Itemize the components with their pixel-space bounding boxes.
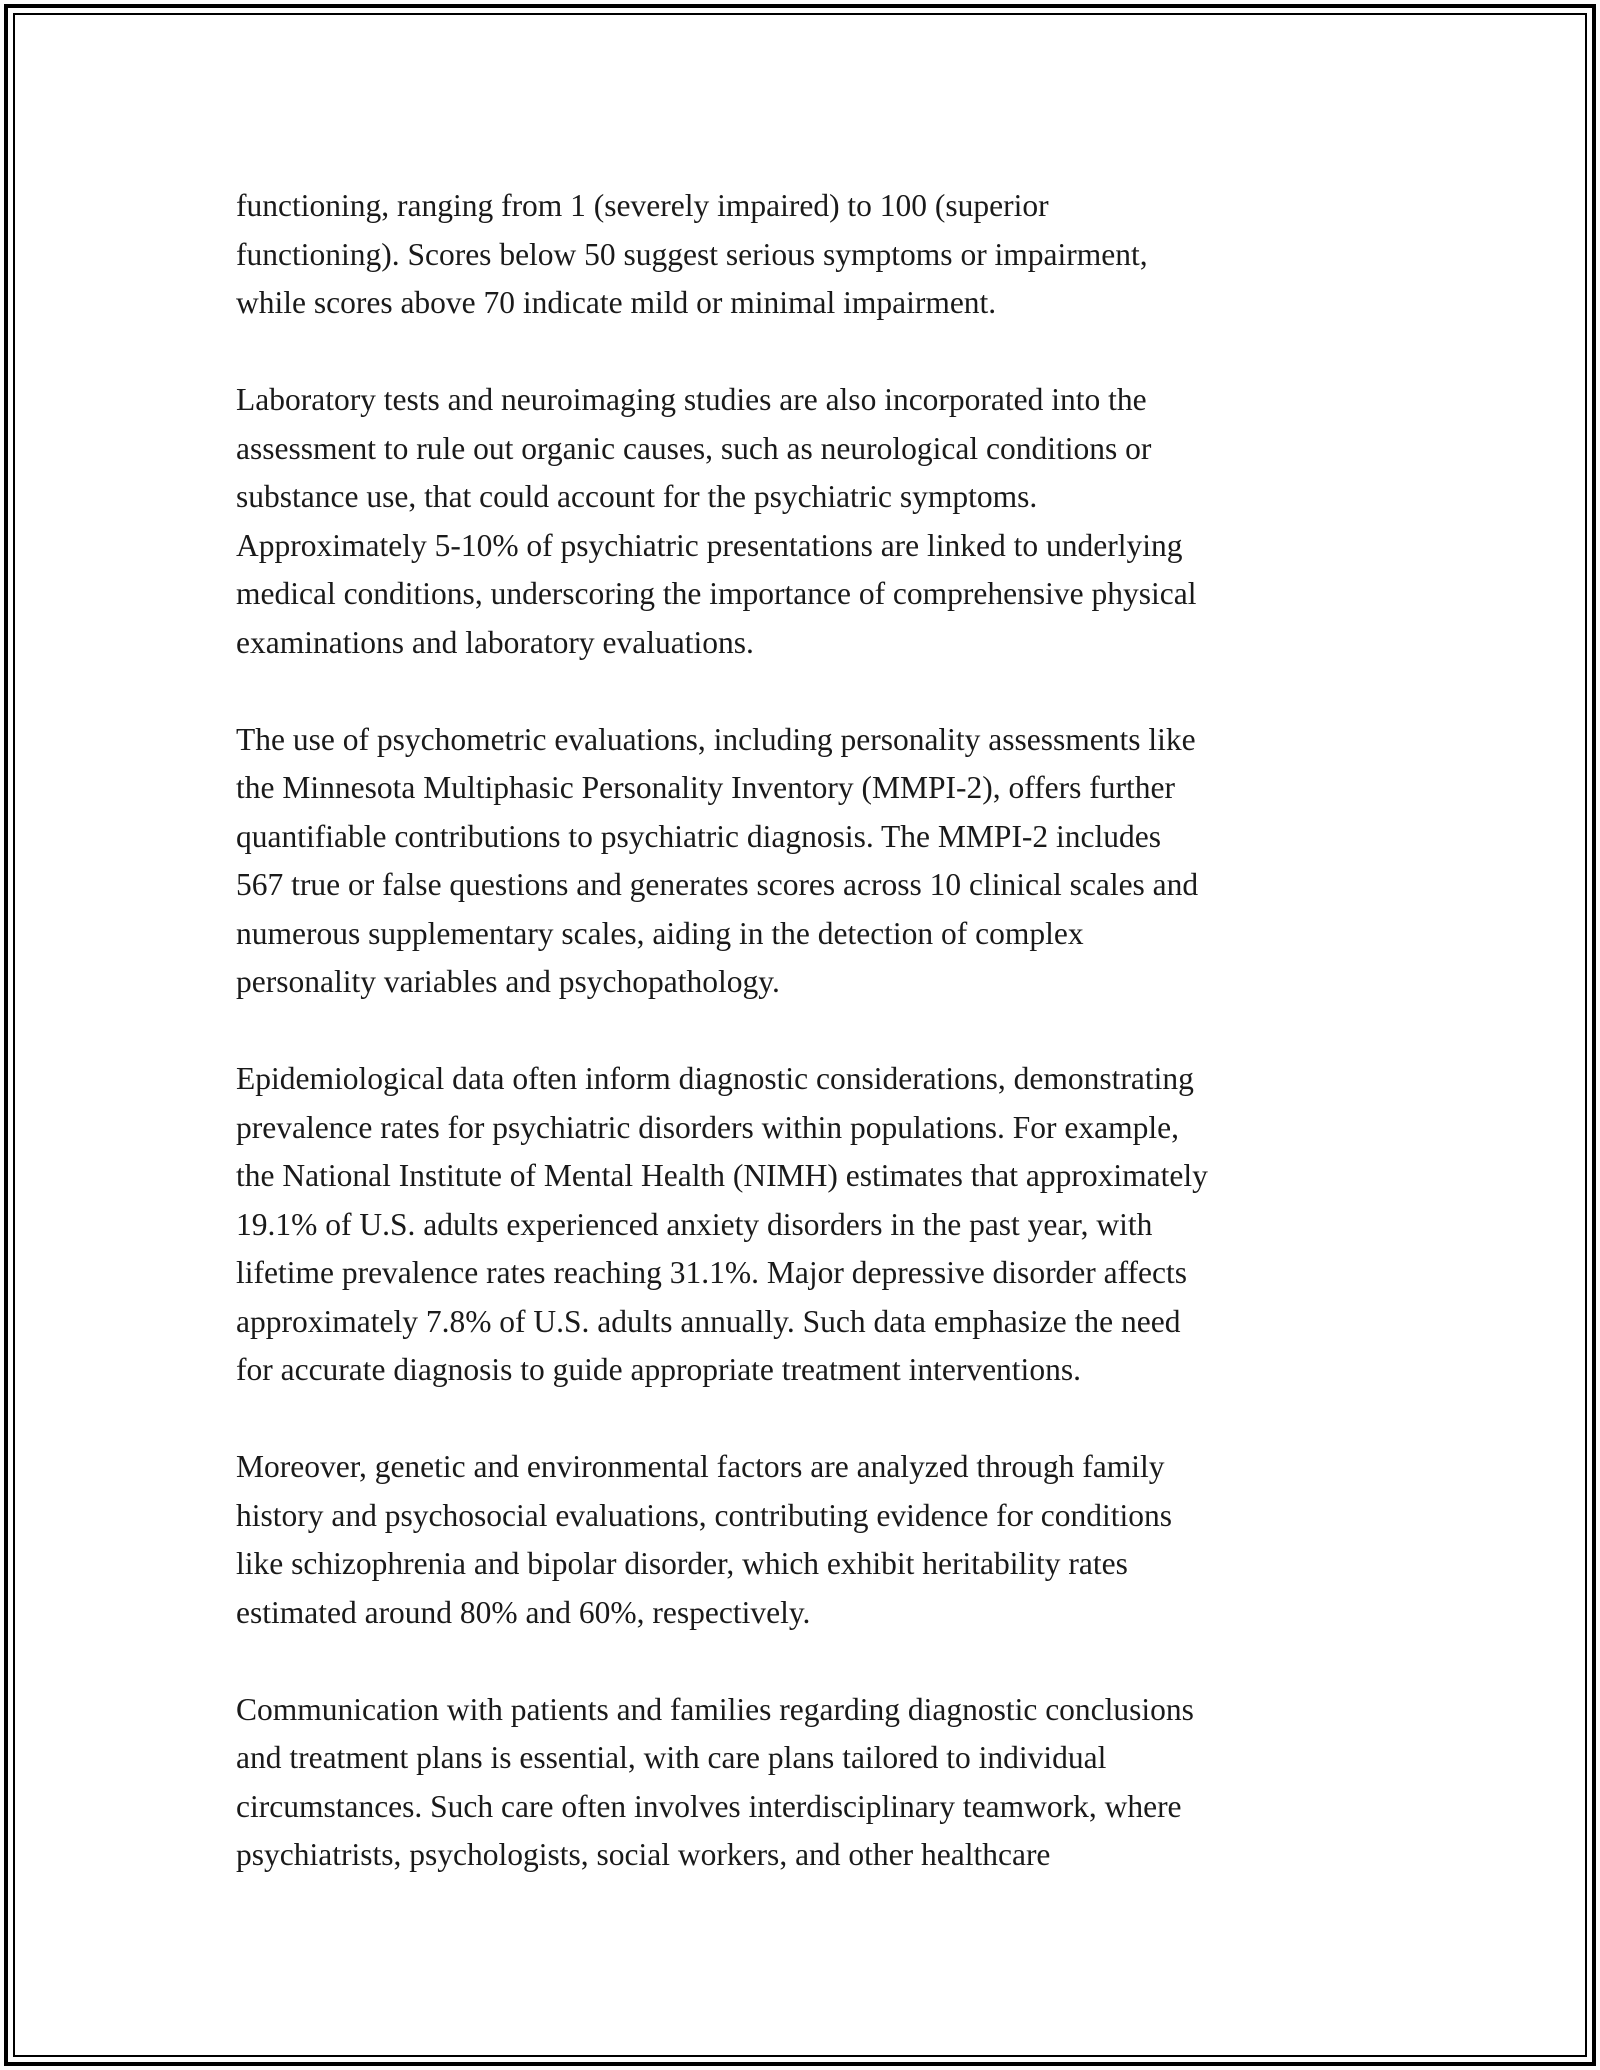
text-line: the Minnesota Multiphasic Personality Inventory (MMPI-2), offers further [236,770,1175,805]
text-line: circumstances. Such care often involves interdisciplinary teamwork, where [236,1788,1182,1824]
text-line: the National Institute of Mental Health (NIMH) estimates that approximately [236,1158,1208,1193]
text-line: medical conditions, underscoring the importance of comprehensive physical [236,576,1197,611]
text-line: functioning, ranging from 1 (severely impaired) to 100 (superior [236,188,1049,223]
text-line: 567 true or false questions and generates scores across 10 clinical scales and [236,867,1199,902]
text-line: lifetime prevalence rates reaching 31.1%. Major depressive disorder affects [236,1255,1188,1290]
text-line: The use of psychometric evaluations, including personality assessments like [236,721,1196,757]
text-line: functioning). Scores below 50 suggest serious symptoms or impairment, [236,236,1148,272]
text-line: and treatment plans is essential, with care plans tailored to individual [236,1740,1107,1775]
paragraph [236,182,1396,328]
text-line: Communication with patients and families regarding diagnostic conclusions [236,1691,1194,1727]
paragraph [236,1686,1396,1880]
paragraph [236,716,1396,1007]
text-line: Approximately 5-10% of psychiatric presentations are linked to underlying [236,527,1183,563]
text-line: assessment to rule out organic causes, such as neurological conditions or [236,430,1152,466]
text-line: Laboratory tests and neuroimaging studies are also incorporated into the [236,382,1147,417]
text-line: quantifiable contributions to psychiatric diagnosis. The MMPI-2 includes [236,818,1162,854]
text-line: personality variables and psychopathology. [236,964,780,999]
text-line: numerous supplementary scales, aiding in the detection of complex [236,915,1084,951]
paragraph [236,1443,1396,1637]
text-line: approximately 7.8% of U.S. adults annually. Such data emphasize the need [236,1303,1181,1339]
text-line: like schizophrenia and bipolar disorder, which exhibit heritability rates [236,1546,1128,1581]
text-line: prevalence rates for psychiatric disorders within populations. For example, [236,1109,1179,1145]
text-line: Epidemiological data often inform diagnostic considerations, demonstrating [236,1061,1194,1096]
text-line: while scores above 70 indicate mild or minimal impairment. [236,285,997,320]
text-line: for accurate diagnosis to guide appropriate treatment interventions. [236,1352,1081,1387]
text-line: psychiatrists, psychologists, social workers, and other healthcare [236,1837,1051,1872]
text-line: substance use, that could account for the psychiatric symptoms. [236,479,1038,514]
text-line: examinations and laboratory evaluations. [236,624,754,660]
text-line: 19.1% of U.S. adults experienced anxiety disorders in the past year, with [236,1206,1153,1242]
document-body [236,182,1396,1928]
text-line: Moreover, genetic and environmental factors are analyzed through family [236,1449,1165,1484]
text-line: estimated around 80% and 60%, respectively. [236,1594,811,1630]
paragraph [236,1055,1396,1395]
text-line: history and psychosocial evaluations, contributing evidence for conditions [236,1497,1173,1533]
paragraph [236,376,1396,667]
